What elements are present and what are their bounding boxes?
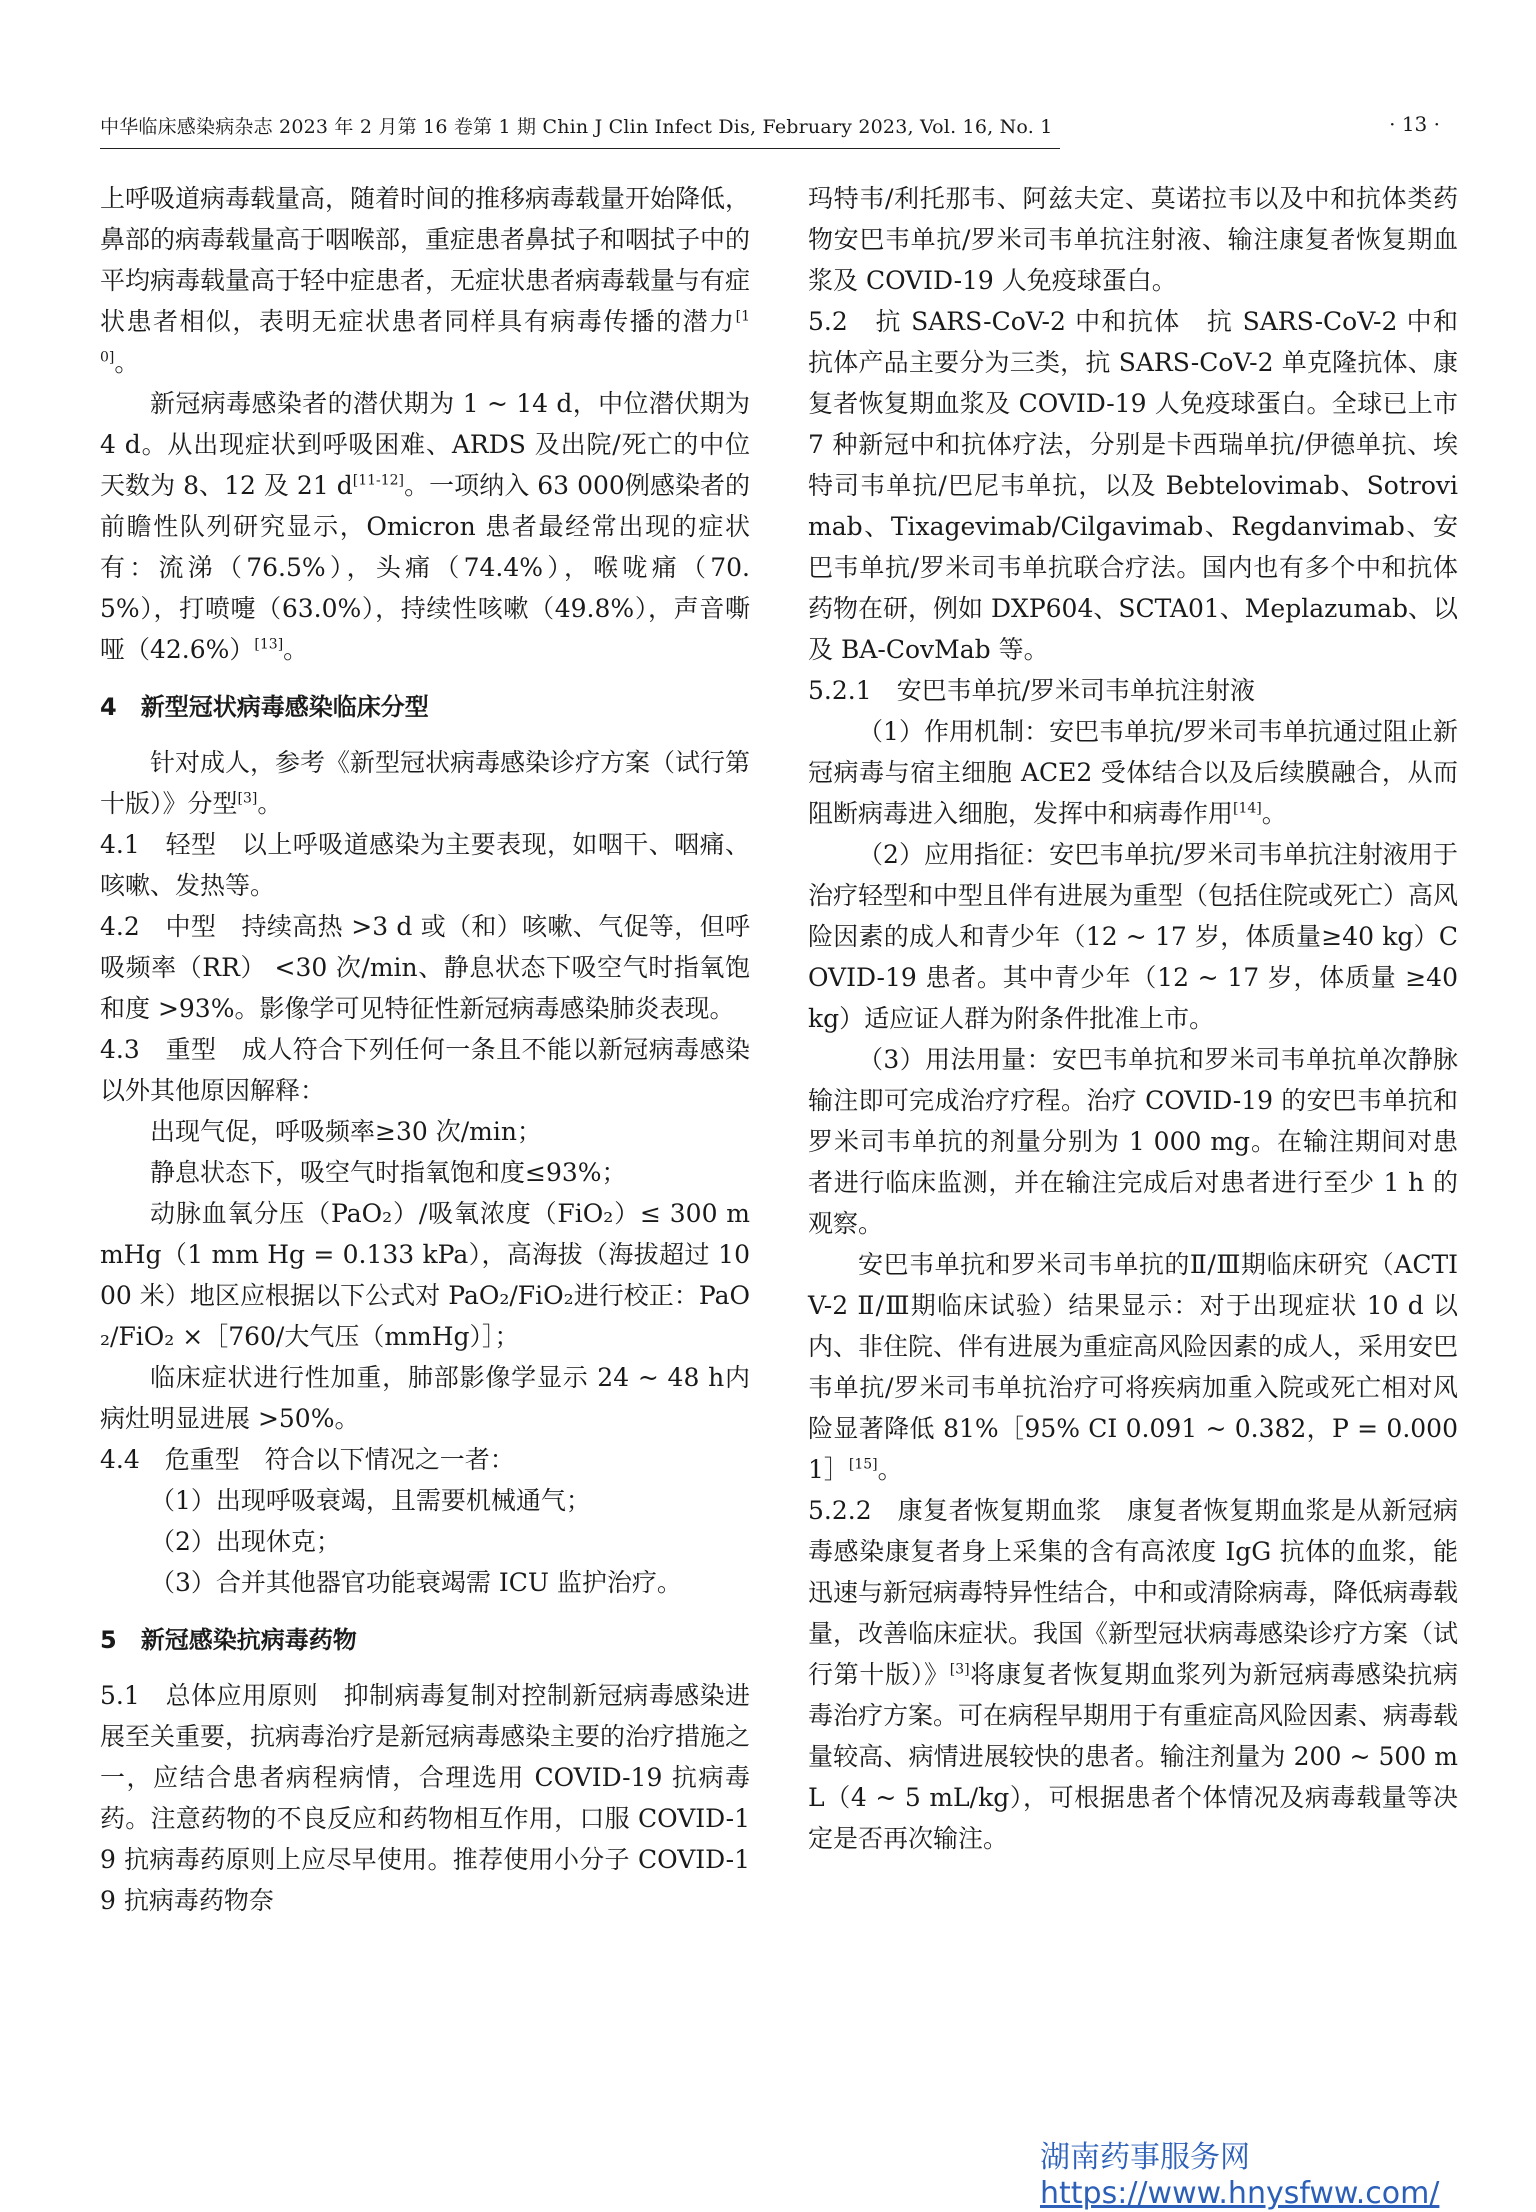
citation-ref: [3] xyxy=(949,1661,970,1678)
subsection-5-2: 5.2 抗 SARS-CoV-2 中和抗体 抗 SARS-CoV-2 中和抗体产品主要分为三类，抗 SARS-CoV-2 单克隆抗体、康复者恢复期血浆及 COVID-19 人免疫球蛋白。全球已上市 7 种新冠中和抗体疗法，分别是卡西瑞单抗/伊德单抗、埃特司韦单抗/巴尼韦单抗，以及 Bebtelovimab、Sotrovimab、Tixagevimab/Cilgavimab、Regdanvimab、安巴韦单抗/罗米司韦单抗联合疗法。国内也有多个中和抗体药物在研，例如 DXP604、SCTA01、Meplazumab、以及 BA-CovMab 等。 xyxy=(808,307,1458,664)
paragraph: （2）应用指征：安巴韦单抗/罗米司韦单抗注射液用于治疗轻型和中型且伴有进展为重型（包括住院或死亡）高风险因素的成人和青少年（12 ~ 17 岁，体质量≥40 kg）COVID-19 患者。其中青少年（12 ~ 17 岁，体质量 ≥40 kg）适应证人群为附条件批准上市。 xyxy=(808,840,1459,1033)
watermark-site-name: 湖南药事服务网 xyxy=(1040,2140,1250,2175)
criteria-item: 动脉血氧分压（PaO₂）/吸氧浓度（FiO₂）≤ 300 mmHg（1 mm Hg = 0.133 kPa），高海拔（海拔超过 1000 米）地区应根据以下公式对 PaO₂/FiO₂进行校正：PaO₂/FiO₂ ×［760/大气压（mmHg）］； xyxy=(100,1199,750,1351)
citation-ref: [15] xyxy=(848,1456,878,1473)
citation-ref: [13] xyxy=(254,636,284,653)
criteria-item: 临床症状进行性加重，肺部影像学显示 24 ~ 48 h内病灶明显进展 >50%。 xyxy=(100,1363,750,1433)
subsection-5-2-2: 5.2.2 康复者恢复期血浆 康复者恢复期血浆是从新冠病毒感染康复者身上采集的含有高浓度 IgG 抗体的血浆，能迅速与新冠病毒特异性结合，中和或清除病毒，降低病毒载量，改善临床症状。我国《新型冠状病毒感染诊疗方案（试行第十版）》[3]将康复者恢复期血浆列为新冠病毒感染抗病毒治疗方案。可在病程早期用于有重症高风险因素、病毒载量较高、病情进展较快的患者。输注剂量为 200 ~ 500 mL（4 ~ 5 mL/kg），可根据患者个体情况及病毒载量等决定是否再次输注。 xyxy=(808,1496,1459,1853)
header-rule xyxy=(100,148,1060,149)
section-heading-4: 4 新型冠状病毒感染临床分型 xyxy=(100,693,429,721)
watermark xyxy=(1040,2140,1439,2212)
journal-citation: 中华临床感染病杂志 2023 年 2 月第 16 卷第 1 期 Chin J Clin Infect Dis, February 2023, Vol. 16, No. 1 xyxy=(100,116,1053,138)
criteria-item: 出现气促，呼吸频率≥30 次/min； xyxy=(150,1117,542,1146)
citation-ref: [14] xyxy=(1233,800,1262,817)
page-number: · 13 · xyxy=(1389,112,1440,136)
section-heading-5: 5 新冠感染抗病毒药物 xyxy=(100,1626,357,1654)
paragraph: 上呼吸道病毒载量高，随着时间的推移病毒载量开始降低，鼻部的病毒载量高于咽喉部，重症患者鼻拭子和咽拭子中的平均病毒载量高于轻中症患者，无症状患者病毒载量与有症状患者相似，表明无症状患者同样具有病毒传播的潜力[10]。 xyxy=(100,184,751,377)
subsection-4-2: 4.2 中型 持续高热 >3 d 或（和）咳嗽、气促等，但呼吸频率（RR） <30 次/min、静息状态下吸空气时指氧饱和度 >93%。影像学可见特征性新冠病毒感染肺炎表现。 xyxy=(100,912,750,1023)
running-header xyxy=(100,112,1440,148)
right-column xyxy=(808,178,1458,1859)
subsection-5-2-1: 5.2.1 安巴韦单抗/罗米司韦单抗注射液 xyxy=(808,676,1256,705)
paragraph: （1）作用机制：安巴韦单抗/罗米司韦单抗通过阻止新冠病毒与宿主细胞 ACE2 受体结合以及后续膜融合，从而阻断病毒进入细胞，发挥中和病毒作用[14]。 xyxy=(808,717,1458,828)
paragraph: （3）用法用量：安巴韦单抗和罗米司韦单抗单次静脉输注即可完成治疗疗程。治疗 COVID-19 的安巴韦单抗和罗米司韦单抗的剂量分别为 1 000 mg。在输注期间对患者进行临床监测，并在输注完成后对患者进行至少 1 h 的观察。 xyxy=(808,1045,1458,1238)
criteria-item: （1）出现呼吸衰竭，且需要机械通气； xyxy=(150,1486,591,1515)
criteria-item: （2）出现休克； xyxy=(150,1527,341,1556)
citation-ref: [3] xyxy=(237,790,258,807)
watermark-url-link[interactable]: https://www.hnysfww.com/ xyxy=(1040,2176,1440,2211)
paragraph: 新冠病毒感染者的潜伏期为 1 ~ 14 d，中位潜伏期为 4 d。从出现症状到呼吸困难、ARDS 及出院/死亡的中位天数为 8、12 及 21 d[11-12]。一项纳入 63 000例感染者的前瞻性队列研究显示，Omicron 患者最经常出现的症状有：流涕（76.5%），头痛（74.4%），喉咙痛（70.5%），打喷嚏（63.0%），持续性咳嗽（49.8%），声音嘶哑（42.6%）[13]。 xyxy=(100,389,750,664)
subsection-4-4: 4.4 危重型 符合以下情况之一者： xyxy=(100,1445,515,1474)
subsection-5-1: 5.1 总体应用原则 抑制病毒复制对控制新冠病毒感染进展至关重要，抗病毒治疗是新冠病毒感染主要的治疗措施之一，应结合患者病程病情，合理选用 COVID-19 抗病毒药。注意药物的不良反应和药物相互作用，口服 COVID-19 抗病毒药原则上应尽早使用。推荐使用小分子 COVID-19 抗病毒药物奈 xyxy=(100,1681,751,1915)
criteria-item: （3）合并其他器官功能衰竭需 ICU 监护治疗。 xyxy=(150,1568,682,1597)
left-column xyxy=(100,178,750,1921)
criteria-item: 静息状态下，吸空气时指氧饱和度≤93%； xyxy=(150,1158,627,1187)
paragraph: 针对成人，参考《新型冠状病毒感染诊疗方案（试行第十版）》分型[3]。 xyxy=(100,748,751,818)
paragraph: 玛特韦/利托那韦、阿兹夫定、莫诺拉韦以及中和抗体类药物安巴韦单抗/罗米司韦单抗注射液、输注康复者恢复期血浆及 COVID-19 人免疫球蛋白。 xyxy=(808,184,1458,295)
subsection-4-3: 4.3 重型 成人符合下列任何一条且不能以新冠病毒感染以外其他原因解释： xyxy=(100,1035,750,1105)
citation-ref: [10] xyxy=(100,308,750,366)
citation-ref: [11-12] xyxy=(352,472,405,489)
paragraph: 安巴韦单抗和罗米司韦单抗的Ⅱ/Ⅲ期临床研究（ACTIV-2 Ⅱ/Ⅲ期临床试验）结果显示：对于出现症状 10 d 以内、非住院、伴有进展为重症高风险因素的成人，采用安巴韦单抗/罗米司韦单抗治疗可将疾病加重入院或死亡相对风险显著降低 81%［95% CI 0.091 ~ 0.382，P = 0.0001］[15]。 xyxy=(808,1250,1459,1484)
subsection-4-1: 4.1 轻型 以上呼吸道感染为主要表现，如咽干、咽痛、咳嗽、发热等。 xyxy=(100,830,750,900)
